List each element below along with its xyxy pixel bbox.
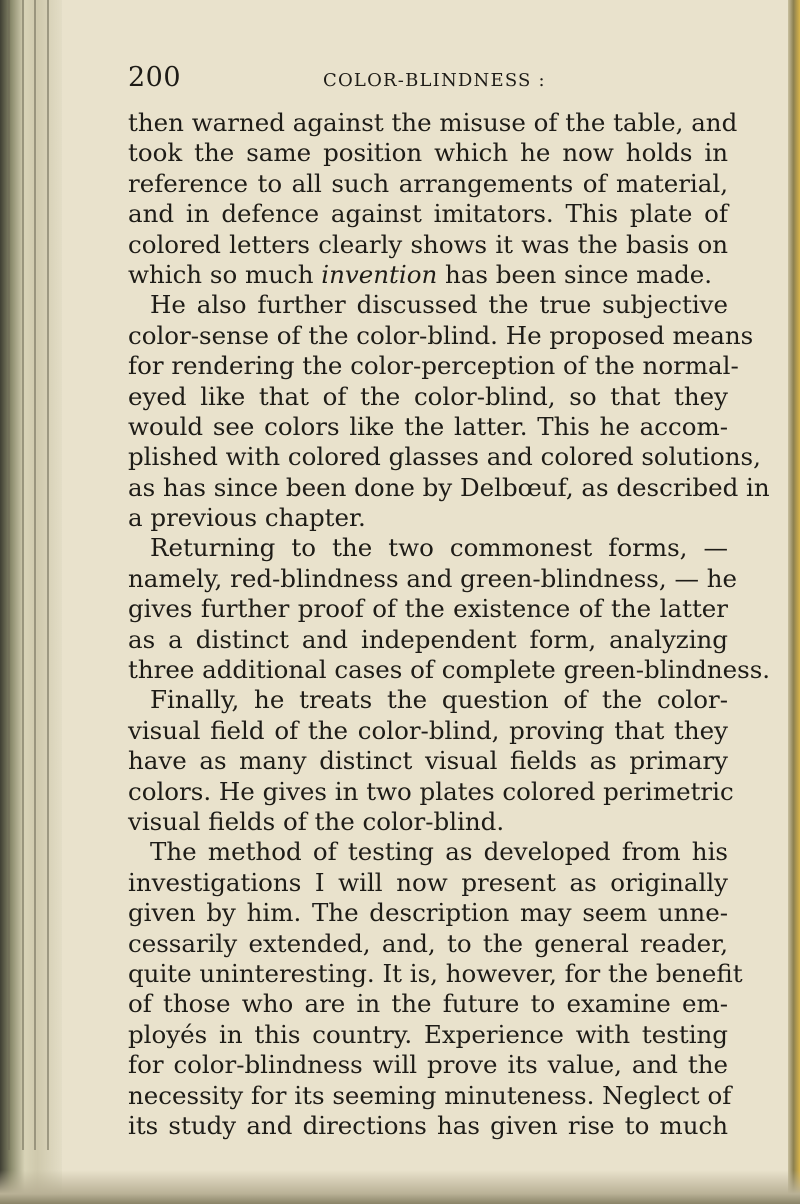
text-line: The method of testing as developed from his bbox=[150, 837, 728, 867]
page-number: 200 bbox=[128, 62, 182, 93]
text-line: Finally, he treats the question of the color- bbox=[150, 685, 728, 715]
text-line: its study and directions has given rise to much bbox=[128, 1110, 728, 1140]
text-line: given by him. The description may seem unne- bbox=[128, 898, 728, 928]
text-line: of those who are in the future to examine em- bbox=[128, 989, 728, 1019]
text-line: quite uninteresting. It is, however, for the benefit bbox=[128, 958, 743, 988]
text-line: namely, red-blindness and green-blindness, — he bbox=[128, 563, 738, 593]
book-page bbox=[128, 62, 771, 1141]
text-line: cessarily extended, and, to the general reader, bbox=[128, 928, 728, 958]
text-line: investigations I will now present as originally bbox=[128, 867, 728, 897]
text-line: He also further discussed the true subjective bbox=[150, 290, 728, 320]
page-bottom-shadow bbox=[0, 1170, 800, 1204]
binding-edge-line bbox=[8, 0, 10, 1150]
text-line: plished with colored glasses and colored solutions, bbox=[128, 442, 761, 472]
book-binding-gutter bbox=[0, 0, 62, 1204]
running-title: COLOR-BLINDNESS : bbox=[323, 70, 546, 91]
text-run: has been since made. bbox=[437, 259, 713, 289]
body-text bbox=[128, 108, 771, 1141]
text-line: eyed like that of the color-blind, so that they bbox=[128, 381, 728, 411]
binding-edge-line bbox=[34, 0, 36, 1150]
text-line: and in defence against imitators. This plate of bbox=[128, 199, 728, 229]
text-line: as a distinct and independent form, analyzing bbox=[128, 624, 728, 654]
italic-word: invention bbox=[321, 259, 438, 289]
text-line: ployés in this country. Experience with testing bbox=[128, 1019, 728, 1049]
text-line: Returning to the two commonest forms, — bbox=[150, 533, 728, 563]
binding-edge-line bbox=[47, 0, 49, 1150]
text-line: three additional cases of complete green-blindness. bbox=[128, 655, 771, 685]
text-line: reference to all such arrangements of material, bbox=[128, 168, 728, 198]
text-line: colors. He gives in two plates colored perimetric bbox=[128, 776, 734, 806]
text-line: colored letters clearly shows it was the basis on bbox=[128, 229, 728, 259]
text-line: for rendering the color-perception of the normal- bbox=[128, 351, 739, 381]
text-run: which so much bbox=[128, 259, 322, 289]
text-line: took the same position which he now holds in bbox=[128, 138, 728, 168]
text-line: necessity for its seeming minuteness. Neglect of bbox=[128, 1080, 732, 1110]
page-right-edge bbox=[788, 0, 800, 1204]
text-line: a previous chapter. bbox=[128, 503, 366, 533]
text-line: gives further proof of the existence of the latter bbox=[128, 594, 728, 624]
binding-edge-line bbox=[22, 0, 24, 1150]
text-line: as has since been done by Delbœuf, as described in bbox=[128, 472, 770, 502]
text-line: color-sense of the color-blind. He proposed means bbox=[128, 320, 754, 350]
text-line: then warned against the misuse of the table, and bbox=[128, 108, 738, 137]
text-line bbox=[128, 260, 728, 290]
text-line: would see colors like the latter. This he accom- bbox=[128, 411, 728, 441]
text-line: visual fields of the color-blind. bbox=[128, 806, 505, 836]
text-line: for color-blindness will prove its value, and the bbox=[128, 1050, 728, 1080]
text-line: visual field of the color-blind, proving that they bbox=[128, 715, 728, 745]
text-line: have as many distinct visual fields as primary bbox=[128, 746, 728, 776]
running-head bbox=[128, 62, 728, 108]
